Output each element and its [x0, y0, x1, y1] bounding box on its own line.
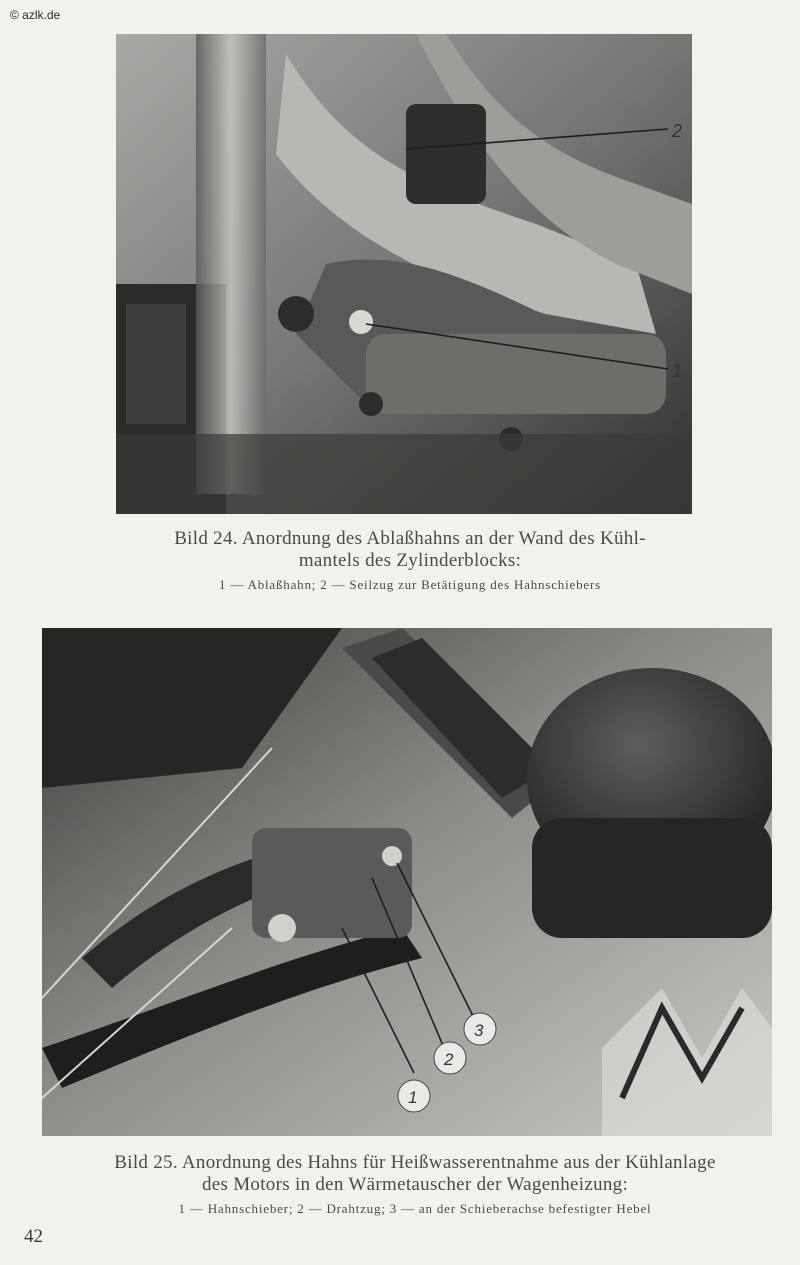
figure-25-callout-3: 3 [474, 1021, 484, 1040]
figure-25-callout-1: 1 [408, 1088, 418, 1107]
figure-25-photo [42, 628, 772, 1136]
figure-24-callout-2: 2 [672, 121, 683, 141]
figure-25-title-line2: des Motors in den Wärmetauscher der Wagenheizung: [201, 1174, 629, 1195]
page-number: 42 [24, 1226, 43, 1247]
figure-25-legend: 1 — Hahnschieber; 2 — Drahtzug; 3 — an der Schieberachse befestigter Hebel [178, 1201, 652, 1216]
figure-25-title-line1: Bild 25. Anordnung des Hahns für Heißwasserentnahme aus der Kühlanlage [114, 1152, 716, 1173]
figure-24-caption [100, 528, 720, 595]
figure-24-legend: 1 — Ablaßhahn; 2 — Seilzug zur Betätigung des Hahnschiebers [219, 577, 601, 592]
watermark: © azlk.de [10, 8, 61, 22]
figure-24-title-line1: Bild 24. Anordnung des Ablaßhahns an der Wand des Kühl- [174, 528, 646, 549]
figure-25-callout-2: 2 [444, 1050, 454, 1069]
figure-24-callout-1: 1 [672, 361, 683, 381]
figure-24-title-line2: mantels des Zylinderblocks: [298, 550, 522, 571]
figure-24-photo [116, 34, 692, 514]
figure-25-caption [40, 1152, 790, 1219]
